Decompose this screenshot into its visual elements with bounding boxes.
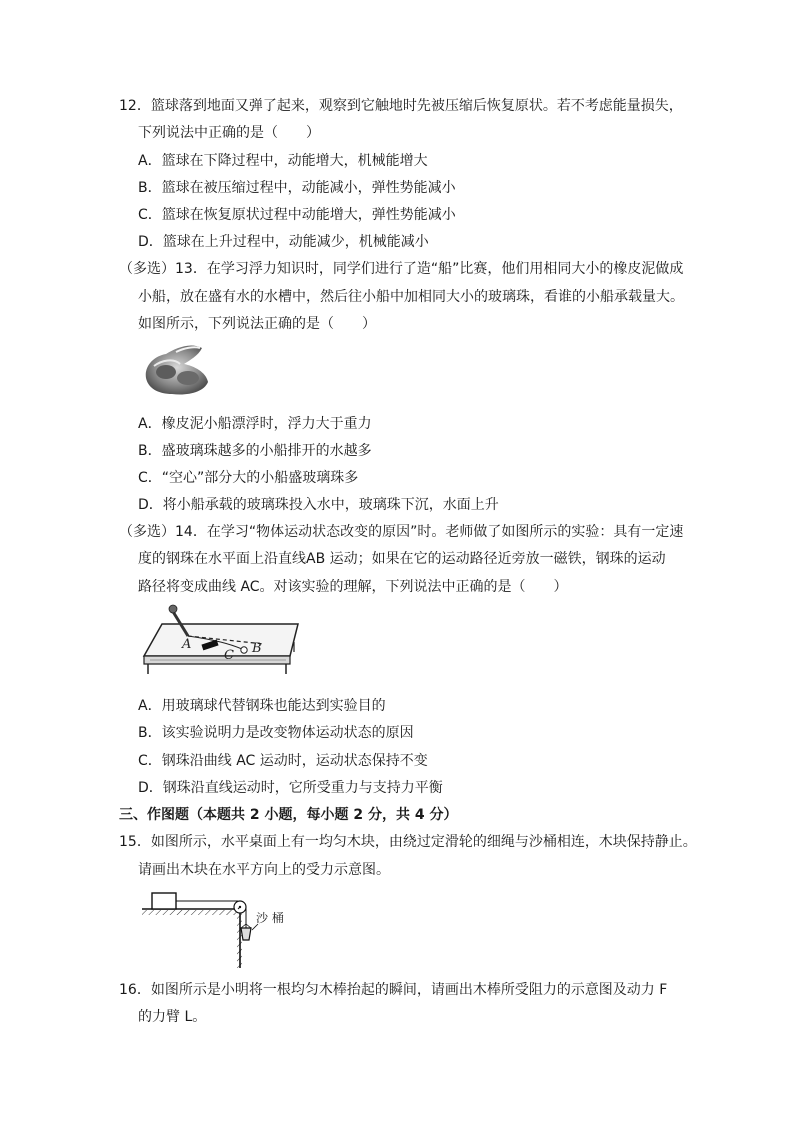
- q12-option-a: A．篮球在下降过程中，动能增大，机械能增大: [138, 153, 428, 169]
- fig-label-a: A: [182, 637, 192, 652]
- q13-option-d: D．将小船承载的玻璃珠投入水中，玻璃珠下沉，水面上升: [138, 497, 499, 513]
- q14-stem-line3: 路径将变成曲线 AC。对该实验的理解，下列说法中正确的是（ ）: [138, 579, 568, 595]
- q16-stem-line1: 16．如图所示是小明将一根均匀木棒抬起的瞬间，请画出木棒所受阻力的示意图及动力 F: [119, 982, 668, 998]
- q14-option-a: A．用玻璃球代替钢珠也能达到实验目的: [138, 698, 386, 714]
- q13-stem-line1: （多选）13．在学习浮力知识时，同学们进行了造“船”比赛，他们用相同大小的橡皮泥做成: [119, 261, 684, 277]
- q15-stem-line2: 请画出木块在水平方向上的受力示意图。: [138, 862, 390, 878]
- q12-stem-line1: 12．篮球落到地面又弹了起来，观察到它触地时先被压缩后恢复原状。若不考虑能量损失，: [119, 98, 683, 114]
- q12-stem-line2: 下列说法中正确的是（ ）: [138, 125, 320, 141]
- q14-stem-line1: （多选）14．在学习“物体运动状态改变的原因”时。老师做了如图所示的实验：具有一定速: [119, 524, 684, 540]
- pulley-sandbucket-figure: [140, 888, 284, 970]
- q12-option-d: D．篮球在上升过程中，动能减少，机械能减小: [138, 234, 429, 250]
- q14-option-b: B．该实验说明力是改变物体运动状态的原因: [138, 725, 414, 741]
- q13-stem-line3: 如图所示，下列说法正确的是（ ）: [138, 316, 376, 332]
- clay-boat-figure: [140, 338, 215, 398]
- q14-stem-line2: 度的钢珠在水平面上沿直线AB 运动；如果在它的运动路径近旁放一磁铁，钢珠的运动: [138, 551, 666, 567]
- sand-bucket-label: 沙 桶: [256, 911, 284, 925]
- q12-option-b: B．篮球在被压缩过程中，动能减小，弹性势能减小: [138, 180, 456, 196]
- fig-label-b: B: [252, 641, 262, 656]
- q13-option-c: C．“空心”部分大的小船盛玻璃珠多: [138, 470, 359, 486]
- q12-option-c: C．篮球在恢复原状过程中动能增大，弹性势能减小: [138, 207, 456, 223]
- q13-stem-line2: 小船，放在盛有水的水槽中，然后往小船中加相同大小的玻璃珠，看谁的小船承载量大。: [138, 289, 684, 305]
- section-3-heading: 三、作图题（本题共 2 小题，每小题 2 分，共 4 分）: [119, 807, 458, 823]
- q13-option-b: B．盛玻璃珠越多的小船排开的水越多: [138, 443, 372, 459]
- fig-label-c: C: [224, 648, 234, 663]
- q13-option-a: A．橡皮泥小船漂浮时，浮力大于重力: [138, 416, 372, 432]
- q15-stem-line1: 15．如图所示，水平桌面上有一均匀木块，由绕过定滑轮的细绳与沙桶相连，木块保持静止。: [119, 834, 697, 850]
- q14-option-c: C．钢珠沿曲线 AC 运动时，运动状态保持不变: [138, 753, 428, 769]
- q16-stem-line2: 的力臂 L。: [138, 1009, 207, 1025]
- q14-option-d: D．钢珠沿直线运动时，它所受重力与支持力平衡: [138, 780, 443, 796]
- steel-ball-magnet-figure: [140, 602, 300, 677]
